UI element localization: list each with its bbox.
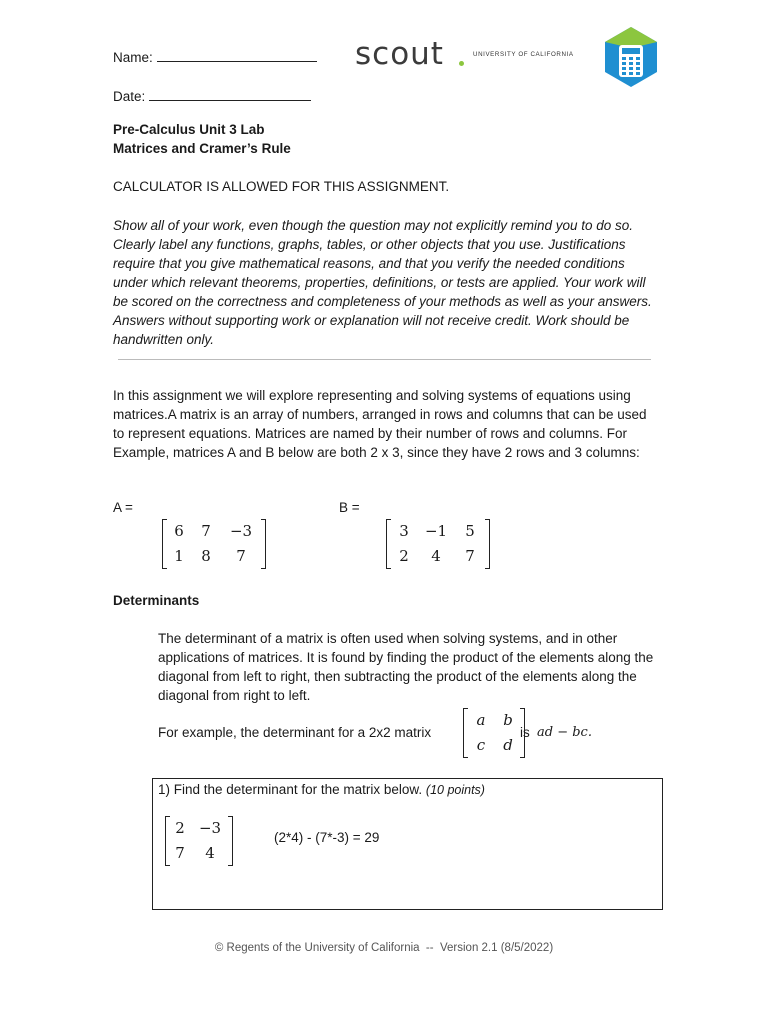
matrix-a-cell: 8 [201, 547, 211, 565]
determinant-example-prefix: For example, the determinant for a 2x2 matrix [158, 725, 432, 740]
intro-paragraph: In this assignment we will explore representing and solving systems of equations using matrices.A matrix is an array of numbers, arranged in rows and columns that can be used to represent equations. Matrices are named by their number of rows and columns. For Example, matrices A and B below are both 2 x 3, since they have 2 rows and 3 columns: [113, 388, 647, 460]
matrix-b-cell: 3 [399, 522, 409, 540]
scout-logo-text: scout [355, 36, 444, 72]
title-line-1: Pre-Calculus Unit 3 Lab [113, 122, 265, 137]
matrix-b-cell: 7 [465, 547, 475, 565]
question-1-points: (10 points) [425, 783, 485, 797]
calculator-note: CALCULATOR IS ALLOWED FOR THIS ASSIGNMENT. [113, 179, 450, 194]
question-1-matrix-cell: 7 [175, 844, 185, 862]
matrix-a-cell: 7 [236, 547, 246, 565]
divider [118, 359, 651, 360]
example-matrix-cell: d [503, 736, 513, 754]
question-1-matrix-cell: 4 [205, 844, 215, 862]
name-field [113, 47, 317, 65]
question-1-matrix-cell: −3 [198, 819, 222, 837]
determinants-text: The determinant of a matrix is often used when solving systems, and in other applications of matrices. It is found by finding the product of the elements along the diagonal from left to right, then subtracting the product of the elements along the diagonal from right to left. [158, 631, 654, 703]
logo-subtext: UNIVERSITY OF CALIFORNIA [473, 51, 574, 58]
example-matrix [463, 708, 525, 758]
calculator-badge-icon [604, 26, 658, 88]
date-field [113, 86, 311, 104]
matrix-b-cell: 2 [399, 547, 409, 565]
instructions: Show all of your work, even though the question may not explicitly remind you to do so. Clearly label any functions, graphs, tables, or other objects that you use. Justifications require that you give mathematical reasons, and that you verify the needed conditions under which relevant theorems, properties, definitions, or tests are applied. Your work will be scored on the correctness and completeness of your methods as well as your answers. Answers without supporting work or explanation will not receive credit. Work should be handwritten only. [113, 218, 652, 347]
matrix-a-cell: 1 [174, 547, 184, 565]
date-label: Date: [113, 89, 146, 104]
matrix-a-cell: 6 [174, 522, 184, 540]
name-label: Name: [113, 50, 153, 65]
logo-accent-dot [459, 61, 464, 66]
name-input-line[interactable] [157, 47, 317, 62]
question-1-box [152, 778, 663, 910]
matrix-b-cell: −1 [424, 522, 448, 540]
footer: © Regents of the University of California -- Version 2.1 (8/5/2022) [214, 942, 554, 954]
matrix-b-cell: 5 [465, 522, 475, 540]
matrix-b-cell: 4 [431, 547, 441, 565]
determinants-heading: Determinants [113, 593, 200, 608]
question-1-matrix-cell: 2 [175, 819, 185, 837]
question-1-matrix [165, 816, 233, 866]
matrix-a-cell: −3 [229, 522, 253, 540]
matrix-b [386, 519, 490, 569]
question-1-text: 1) Find the determinant for the matrix below. [158, 782, 423, 797]
example-matrix-cell: a [476, 711, 486, 729]
matrix-a-label: A = [113, 500, 133, 515]
question-1-prompt [158, 782, 485, 797]
scout-logo [355, 36, 585, 76]
example-matrix-cell: c [476, 736, 486, 754]
question-1-answer[interactable]: (2*4) - (7*-3) = 29 [274, 830, 380, 845]
determinant-example-is: is [520, 725, 530, 740]
matrix-a-cell: 7 [201, 522, 211, 540]
title-line-2: Matrices and Cramer’s Rule [113, 141, 291, 156]
example-matrix-cell: b [503, 711, 513, 729]
date-input-line[interactable] [149, 86, 311, 101]
determinant-formula: ad − bc. [537, 725, 592, 740]
matrix-b-label: B = [339, 500, 360, 515]
matrix-a [162, 519, 266, 569]
